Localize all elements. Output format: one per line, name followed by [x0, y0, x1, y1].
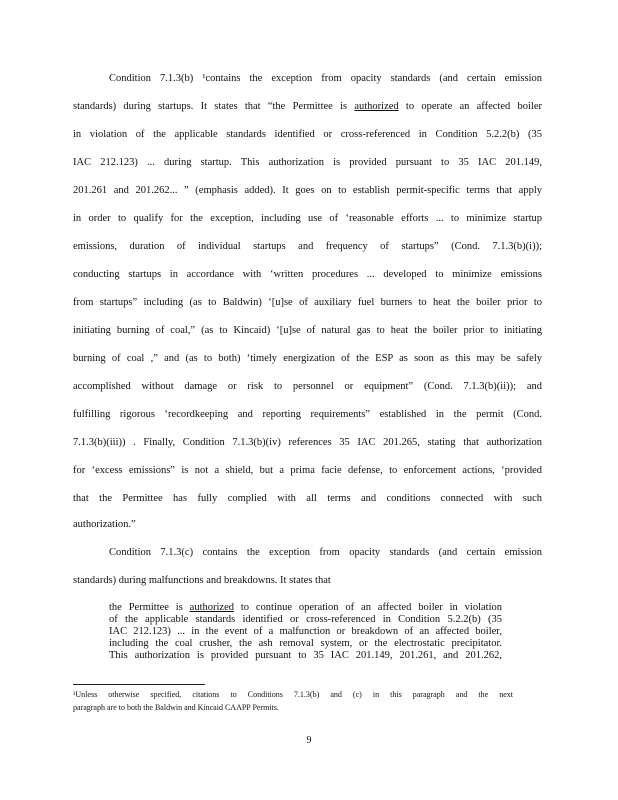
body-line: fulfilling rigorous ‘recordkeeping and reporting requirements” established in the permit (Cond.	[73, 409, 542, 420]
body-line: standards) during startups. It states that “the Permittee is authorized to operate an affected boiler	[73, 101, 542, 112]
underlined-emphasis: authorized	[189, 602, 234, 613]
quote-line: including the coal crusher, the ash removal system, or the electrostatic precipitator.	[109, 638, 502, 649]
footnote-divider	[73, 684, 205, 685]
body-line: Condition 7.1.3(c) contains the exception from opacity standards (and certain emission	[109, 547, 542, 558]
body-line: in order to qualify for the exception, including use of ‘reasonable efforts ... to minimize startup	[73, 213, 542, 224]
body-line: in violation of the applicable standards identified or cross-referenced in Condition 5.2.2(b) (35	[73, 129, 542, 140]
quote-line: This authorization is provided pursuant to 35 IAC 201.149, 201.261, and 201.262,	[109, 650, 502, 661]
body-line: that the Permittee has fully complied with all terms and conditions connected with such	[73, 493, 542, 504]
body-line: burning of coal ,” and (as to both) ‘timely energization of the ESP as soon as this may be safely	[73, 353, 542, 364]
body-line: emissions, duration of individual startups and frequency of startups” (Cond. 7.1.3(b)(i));	[73, 241, 542, 252]
page-number: 9	[306, 735, 312, 746]
footnote-line: ¹Unless otherwise specified, citations to Conditions 7.1.3(b) and (c) in this paragraph and the next	[73, 690, 513, 699]
body-line: Condition 7.1.3(b) ¹contains the exception from opacity standards (and certain emission	[109, 73, 542, 84]
quote-line: of the applicable standards identified or cross-referenced in Condition 5.2.2(b) (35	[109, 614, 502, 625]
underlined-emphasis: authorized	[354, 101, 399, 112]
body-line: for ‘excess emissions” is not a shield, but a prima facie defense, to enforcement actions, ‘provided	[73, 465, 542, 476]
body-line: initiating burning of coal,” (as to Kincaid) ‘[u]se of natural gas to heat the boiler prior to initiating	[73, 325, 542, 336]
body-line: 201.261 and 201.262... ” (emphasis added). It goes on to establish permit-specific terms that apply	[73, 185, 542, 196]
body-line: IAC 212.123) ... during startup. This authorization is provided pursuant to 35 IAC 201.149,	[73, 157, 542, 168]
quote-line: the Permittee is authorized to continue operation of an affected boiler in violation	[109, 602, 502, 613]
footnote-line: paragraph are to both the Baldwin and Kincaid CAAPP Permits.	[73, 703, 279, 712]
quote-line: IAC 212.123) ... in the event of a malfunction or breakdown of an affected boiler,	[109, 626, 502, 637]
body-line: standards) during malfunctions and breakdowns. It states that	[73, 575, 331, 586]
body-line: 7.1.3(b)(iii)) . Finally, Condition 7.1.3(b)(iv) references 35 IAC 201.265, stating that authorization	[73, 437, 542, 448]
body-line: from startups” including (as to Baldwin) ‘[u]se of auxiliary fuel burners to heat the boiler prior to	[73, 297, 542, 308]
body-line: conducting startups in accordance with ‘written procedures ... developed to minimize emissions	[73, 269, 542, 280]
body-line: authorization.”	[73, 519, 136, 530]
body-line: accomplished without damage or risk to personnel or equipment” (Cond. 7.1.3(b)(ii)); and	[73, 381, 542, 392]
